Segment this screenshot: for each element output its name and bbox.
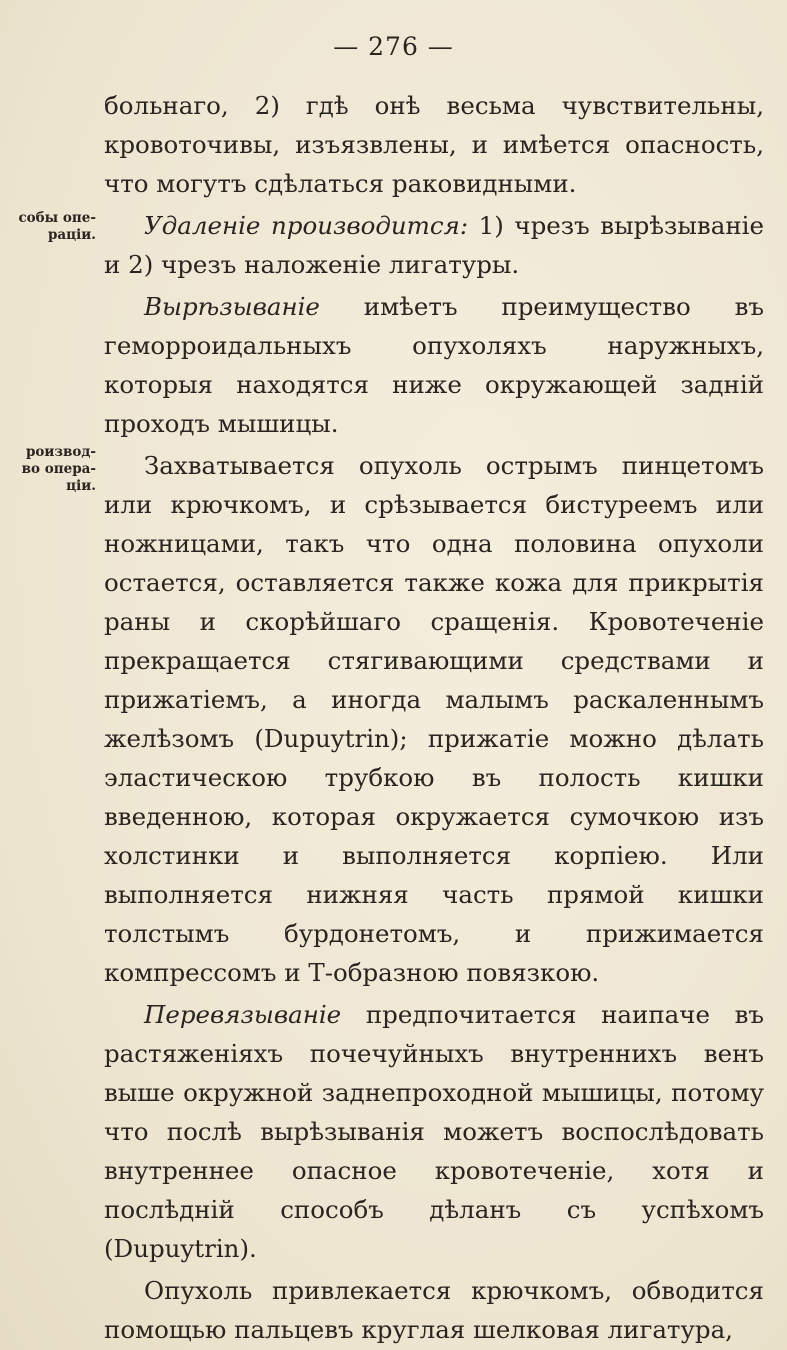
margin-note-methods: [0, 210, 96, 244]
page-number: — 276 —: [333, 32, 454, 61]
paragraph: [104, 1271, 764, 1349]
paragraph-text: 1) чрезъ вырѣзываніе и 2) чрезъ наложеніе лигатуры.: [104, 211, 764, 279]
body-text: [104, 86, 764, 1349]
paragraph: [104, 206, 764, 284]
paragraph: [104, 446, 764, 992]
paragraph-text: больнаго, 2) гдѣ онѣ весьма чувствительны, кровоточивы, изъязвлены, и имѣется опасность, что могутъ сдѣлаться раковидными.: [104, 91, 764, 198]
paragraph-lead: Удаленіе производится:: [144, 211, 469, 240]
paragraph-text: имѣетъ преимущество въ геморроидальныхъ опухоляхъ наружныхъ, которыя находятся ниже окружающей заднiй проходъ мышицы.: [104, 292, 764, 438]
paragraph-text: предпочитается наипаче въ растяженіяхъ почечуйныхъ внутреннихъ венъ выше окружной заднепроходной мышицы, потому что послѣ вырѣзыванія можетъ воспослѣдовать внутреннее опасное кровотеченіе, хотя и послѣднiй способъ дѣланъ съ успѣхомъ (Dupuytrin).: [104, 1000, 764, 1263]
paragraph-lead: Вырѣзываніе: [144, 292, 320, 321]
margin-note-line: ціи.: [66, 478, 96, 494]
margin-note-line: роизвод-: [25, 444, 96, 460]
paragraph: [104, 287, 764, 443]
margin-note-procedure: [0, 444, 96, 495]
paragraph: [104, 995, 764, 1268]
paragraph-text: Захватывается опухоль острымъ пинцетомъ или крючкомъ, и срѣзывается бистуреемъ или ножницами, такъ что одна половина опухоли остается, оставляется также кожа для прикрытія раны и скорѣйшаго сращенія. Кровотеченіе прекращается стягивающими средствами и прижатіемъ, а иногда малымъ раскаленнымъ желѣзомъ (Dupuytrin); прижатіе можно дѣлать эластическою трубкою въ полость кишки введенною, которая окружается сумочкою изъ холстинки и выполняется корпіею. Или выполняется нижняя часть прямой кишки толстымъ бурдонетомъ, и прижимается компрессомъ и Т-образною повязкою.: [104, 451, 764, 987]
paragraph-text: Опухоль привлекается крючкомъ, обводится помощью пальцевъ круглая шелковая лигатура,: [104, 1276, 764, 1344]
margin-note-line: во опера-: [21, 461, 96, 477]
margin-note-line: раціи.: [47, 227, 96, 243]
paragraph-lead: Перевязываніе: [144, 1000, 342, 1029]
margin-note-line: собы опе-: [18, 210, 96, 226]
paragraph: [104, 86, 764, 203]
